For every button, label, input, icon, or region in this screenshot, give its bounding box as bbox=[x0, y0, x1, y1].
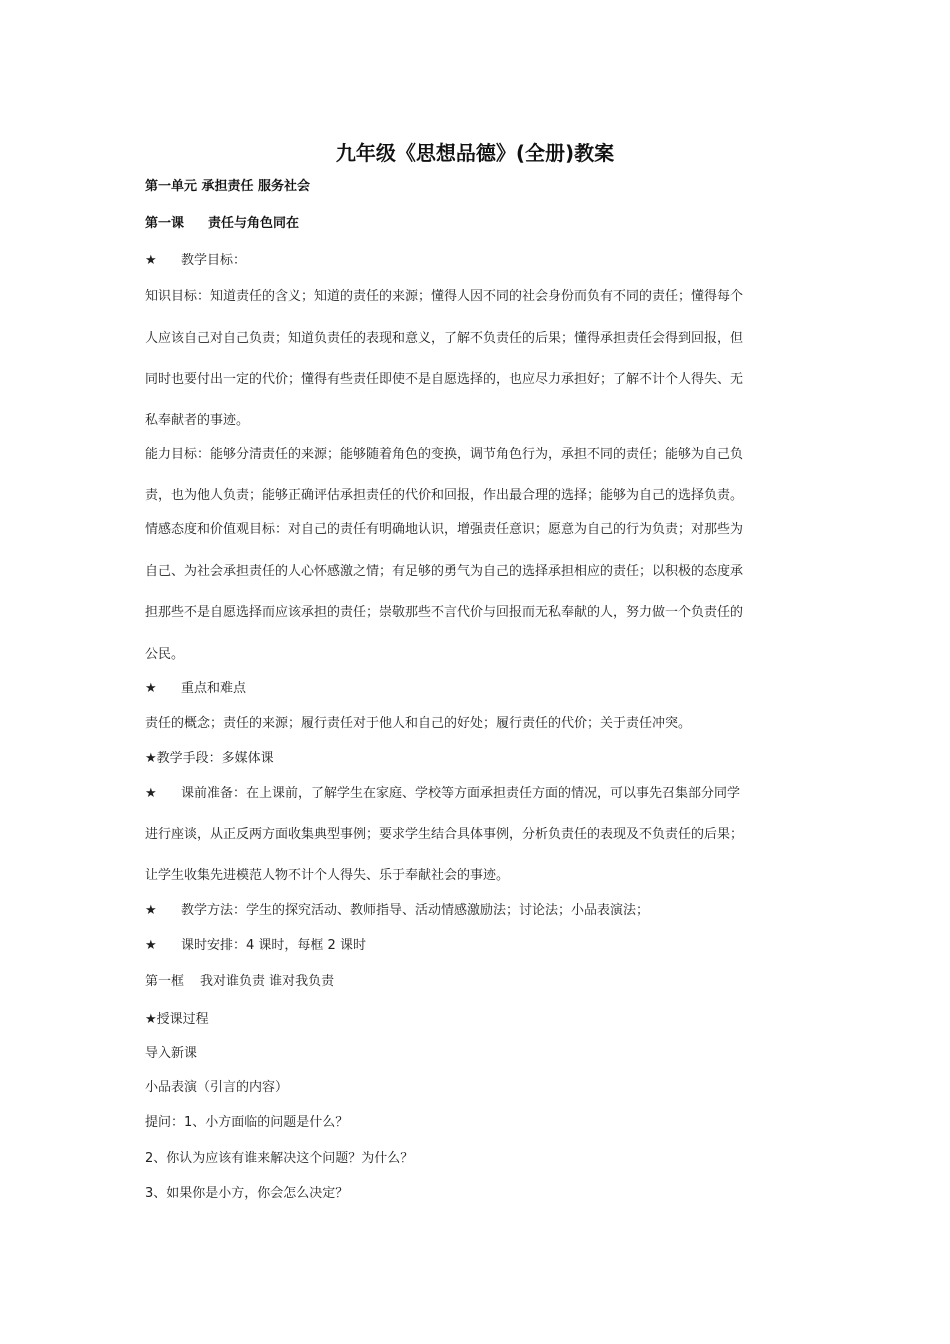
lesson-number: 第一课 bbox=[145, 216, 185, 231]
goals-heading-text: 教学目标： bbox=[181, 253, 247, 268]
emotion-line: 公民。 bbox=[145, 647, 185, 662]
frame-name: 我对谁负责 谁对我负责 bbox=[200, 974, 335, 989]
prep-line: 进行座谈，从正反两方面收集典型事例；要求学生结合具体事例，分析负责任的表现及不负责任的后果； bbox=[145, 827, 744, 842]
star-bullet-icon: ★ bbox=[145, 786, 157, 801]
skit-line: 小品表演（引言的内容） bbox=[145, 1080, 289, 1095]
knowledge-line: 人应该自己对自己负责；知道负责任的表现和意义，了解不负责任的后果；懂得承担责任会得到回报，但 bbox=[145, 331, 744, 346]
key-heading bbox=[145, 680, 246, 698]
key-text: 责任的概念；责任的来源；履行责任对于他人和自己的好处；履行责任的代价；关于责任冲突。 bbox=[145, 716, 692, 731]
goals-heading bbox=[145, 252, 246, 270]
emotion-line: 担那些不是自愿选择而应该承担的责任；崇敬那些不言代价与回报而无私奉献的人，努力做一个负责任的 bbox=[145, 605, 744, 620]
star-bullet-icon: ★ bbox=[145, 938, 157, 953]
emotion-line: 自己、为社会承担责任的人心怀感激之情；有足够的勇气为自己的选择承担相应的责任；以积极的态度承 bbox=[145, 564, 744, 579]
unit-heading: 第一单元 承担责任 服务社会 bbox=[145, 179, 311, 194]
prep-text: 课前准备：在上课前，了解学生在家庭、学校等方面承担责任方面的情况，可以事先召集部分同学 bbox=[181, 786, 741, 801]
frame-heading bbox=[145, 973, 334, 991]
key-heading-text: 重点和难点 bbox=[181, 681, 247, 696]
star-bullet-icon: ★ bbox=[145, 903, 157, 918]
question-line: 提问：1、小方面临的问题是什么？ bbox=[145, 1115, 349, 1130]
process-heading: ★授课过程 bbox=[145, 1012, 209, 1027]
schedule bbox=[145, 937, 366, 955]
question-line: 3、如果你是小方，你会怎么决定？ bbox=[145, 1186, 349, 1201]
teaching-method bbox=[145, 902, 649, 920]
frame-number: 第一框 bbox=[145, 974, 185, 989]
method-text: 教学方法：学生的探究活动、教师指导、活动情感激励法；讨论法；小品表演法； bbox=[181, 903, 650, 918]
emotion-line: 情感态度和价值观目标：对自己的责任有明确地认识，增强责任意识；愿意为自己的行为负责；对那些为 bbox=[145, 522, 744, 537]
lesson-heading bbox=[145, 215, 299, 233]
prep-line bbox=[145, 785, 740, 803]
question-line: 2、你认为应该有谁来解决这个问题？为什么？ bbox=[145, 1151, 414, 1166]
intro-heading: 导入新课 bbox=[145, 1046, 198, 1061]
teaching-means: ★教学手段：多媒体课 bbox=[145, 751, 274, 766]
document-title: 九年级《思想品德》(全册)教案 bbox=[335, 141, 615, 165]
ability-line: 能力目标：能够分清责任的来源；能够随着角色的变换，调节角色行为，承担不同的责任；能够为自己负 bbox=[145, 447, 744, 462]
star-bullet-icon: ★ bbox=[145, 253, 157, 268]
knowledge-line: 私奉献者的事迹。 bbox=[145, 413, 250, 428]
ability-line: 责，也为他人负责；能够正确评估承担责任的代价和回报，作出最合理的选择；能够为自己的选择负责。 bbox=[145, 488, 744, 503]
star-bullet-icon: ★ bbox=[145, 681, 157, 696]
knowledge-line: 同时也要付出一定的代价；懂得有些责任即使不是自愿选择的，也应尽力承担好；了解不计个人得失、无 bbox=[145, 372, 744, 387]
schedule-text: 课时安排：4 课时，每框 2 课时 bbox=[181, 938, 366, 953]
lesson-name: 责任与角色同在 bbox=[208, 216, 300, 231]
knowledge-line: 知识目标：知道责任的含义；知道的责任的来源；懂得人因不同的社会身份而负有不同的责任；懂得每个 bbox=[145, 289, 744, 304]
prep-line: 让学生收集先进模范人物不计个人得失、乐于奉献社会的事迹。 bbox=[145, 868, 510, 883]
